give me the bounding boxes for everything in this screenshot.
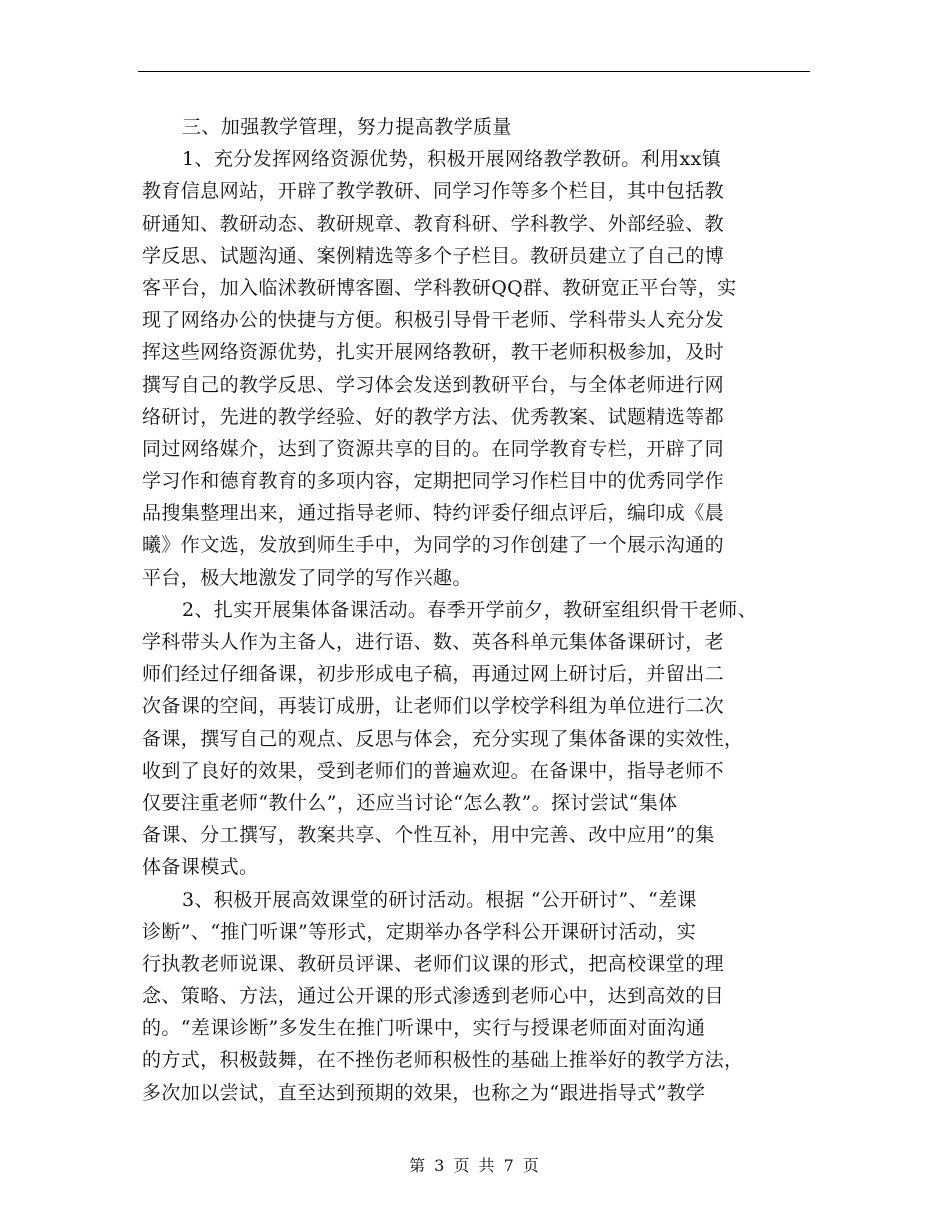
paragraph-line: 曦》作文选，发放到师生手中，为同学的习作创建了一个展示沟通的 xyxy=(142,534,725,557)
paragraph-line: 仅要注重老师“教什么”，还应当讨论“怎么教”。探讨尝试“集体 xyxy=(142,791,678,814)
paragraph-line: 教育信息网站，开辟了教学教研、同学习作等多个栏目，其中包括教 xyxy=(142,180,725,203)
paragraph-line: 学反思、试题沟通、案例精选等多个子栏目。教研员建立了自己的博 xyxy=(142,244,725,267)
paragraph-line: 行执教老师说课、教研员评课、老师们议课的形式，把高校课堂的理 xyxy=(142,952,725,975)
paragraph-line: 的方式，积极鼓舞，在不挫伤老师积极性的基础上推举好的教学方法， xyxy=(142,1049,744,1072)
paragraph-line: 2、扎实开展集体备课活动。春季开学前夕，教研室组织骨干老师、 xyxy=(182,598,758,621)
paragraph-line: 备课、分工撰写，教案共享、个性互补，用中完善、改中应用”的集 xyxy=(142,824,715,847)
header-rule xyxy=(138,71,810,72)
section-heading: 三、加强教学管理，努力提高教学质量 xyxy=(182,116,512,138)
paragraph-line: 诊断”、“推门听课”等形式，定期举办各学科公开课研讨活动，实 xyxy=(142,920,697,943)
paragraph-line: 研通知、教研动态、教研规章、教育科研、学科教学、外部经验、教 xyxy=(142,212,725,235)
paragraph-line: 体备课模式。 xyxy=(142,856,259,879)
paragraph-line: 学习作和德育教育的多项内容，定期把同学习作栏目中的优秀同学作 xyxy=(142,470,725,493)
paragraph-line: 平台，极大地激发了同学的写作兴趣。 xyxy=(142,566,472,589)
paragraph-line: 师们经过仔细备课，初步形成电子稿，再通过网上研讨后，并留出二 xyxy=(142,663,725,686)
paragraph-line: 备课，撰写自己的观点、反思与体会，充分实现了集体备课的实效性， xyxy=(142,727,744,750)
paragraph-line: 多次加以尝试，直至达到预期的效果，也称之为“跟进指导式”教学 xyxy=(142,1081,706,1104)
paragraph-line: 撰写自己的教学反思、学习体会发送到教研平台，与全体老师进行网 xyxy=(142,373,725,396)
paragraph-line: 收到了良好的效果，受到老师们的普遍欢迎。在备课中，指导老师不 xyxy=(142,759,725,782)
paragraph-line: 次备课的空间，再装订成册，让老师们以学校学科组为单位进行二次 xyxy=(142,695,725,718)
paragraph-line: 现了网络办公的快捷与方便。积极引导骨干老师、学科带头人充分发 xyxy=(142,309,725,332)
paragraph-line: 学科带头人作为主备人，进行语、数、英各科单元集体备课研讨，老 xyxy=(142,631,725,653)
paragraph-line: 1、充分发挥网络资源优势，积极开展网络教学教研。利用xx镇 xyxy=(182,148,722,171)
paragraph-line: 的。“差课诊断”多发生在推门听课中，实行与授课老师面对面沟通 xyxy=(142,1017,706,1040)
paragraph-line: 品搜集整理出来，通过指导老师、特约评委仔细点评后，编印成《晨 xyxy=(142,502,725,525)
paragraph-line: 络研讨，先进的教学经验、好的教学方法、优秀教案、试题精选等都 xyxy=(142,405,725,428)
paragraph-line: 念、策略、方法，通过公开课的形式渗透到老师心中，达到高效的目 xyxy=(142,985,725,1008)
paragraph-line: 3、积极开展高效课堂的研讨活动。根据 “公开研讨”、“差课 xyxy=(182,888,697,911)
paragraph-line: 客平台，加入临沭教研博客圈、学科教研QQ群、教研宽正平台等，实 xyxy=(142,276,737,299)
document-body xyxy=(142,111,810,1109)
paragraph-line: 挥这些网络资源优势，扎实开展网络教研，教干老师积极参加，及时 xyxy=(142,341,725,364)
paragraph-line: 同过网络媒介，达到了资源共享的目的。在同学教育专栏，开辟了同 xyxy=(142,437,725,460)
page-number: 第 3 页 共 7 页 xyxy=(409,1156,541,1175)
